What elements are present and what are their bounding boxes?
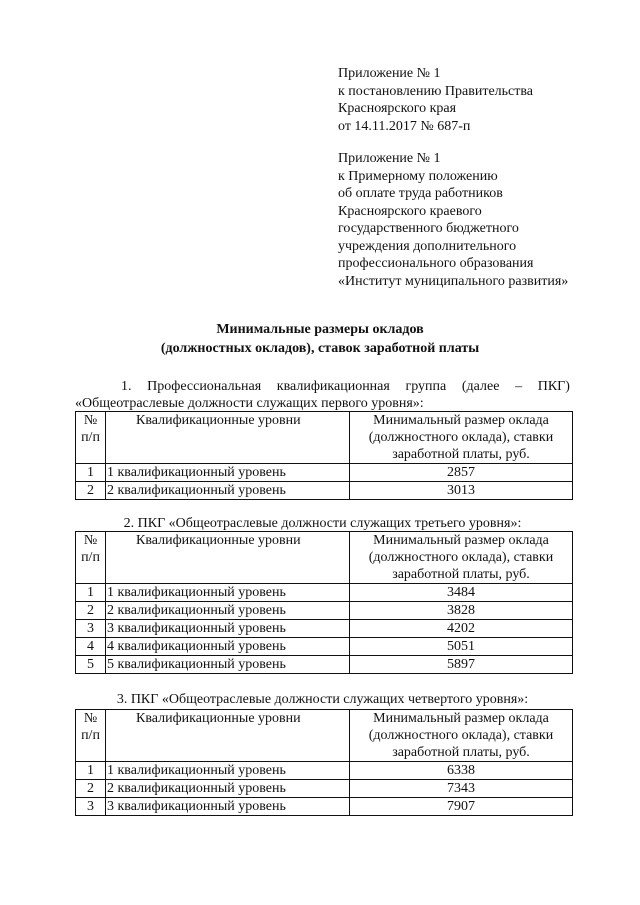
table-row <box>76 656 573 674</box>
row-level: 3 квалификационный уровень <box>106 798 350 816</box>
section-1-heading-line2: «Общеотраслевые должности служащих первого уровня»: <box>75 396 424 411</box>
table-header-row <box>76 412 573 464</box>
appendix-line: «Институт муниципального развития» <box>338 273 569 289</box>
row-salary: 4202 <box>350 620 573 638</box>
row-level: 3 квалификационный уровень <box>106 620 350 638</box>
header-text: п/п <box>81 728 100 743</box>
row-number: 1 <box>76 762 106 780</box>
table-row <box>76 482 573 500</box>
row-salary: 7343 <box>350 780 573 798</box>
header-text: (должностного оклада), ставки <box>368 550 554 565</box>
header-levels: Квалификационные уровни <box>106 412 350 464</box>
header-text: № <box>83 711 98 726</box>
table-row <box>76 780 573 798</box>
appendix-line: к Примерному положению <box>338 168 498 184</box>
section-2-heading-text: 2. ПКГ «Общеотраслевые должности служащих третьего уровня»: <box>123 516 522 531</box>
salary-table-3 <box>75 709 573 816</box>
row-level: 2 квалификационный уровень <box>106 482 350 500</box>
heading-word: ПКГ) <box>537 379 570 394</box>
table-row <box>76 762 573 780</box>
heading-word: квалификационная <box>276 379 390 394</box>
row-number: 3 <box>76 798 106 816</box>
row-number: 2 <box>76 482 106 500</box>
salary-table-1 <box>75 411 573 500</box>
section-1-heading-line1 <box>75 378 570 395</box>
heading-word: – <box>515 379 523 394</box>
row-number: 5 <box>76 656 106 674</box>
header-text: заработной платы, руб. <box>392 447 530 462</box>
row-level: 1 квалификационный уровень <box>106 584 350 602</box>
header-text: заработной платы, руб. <box>392 745 530 760</box>
header-levels: Квалификационные уровни <box>106 532 350 584</box>
heading-word: 1. <box>121 379 132 394</box>
row-number: 1 <box>76 584 106 602</box>
document-title <box>0 320 640 358</box>
row-salary: 7907 <box>350 798 573 816</box>
section-3-heading <box>75 691 570 708</box>
header-number <box>76 532 106 584</box>
row-number: 2 <box>76 780 106 798</box>
table-header-row <box>76 710 573 762</box>
header-text: заработной платы, руб. <box>392 567 530 582</box>
header-text: п/п <box>81 550 100 565</box>
table-row <box>76 602 573 620</box>
section-3-heading-text: 3. ПКГ «Общеотраслевые должности служащих четвертого уровня»: <box>116 692 529 707</box>
appendix-line: к постановлению Правительства <box>338 83 534 99</box>
row-level: 5 квалификационный уровень <box>106 656 350 674</box>
row-level: 2 квалификационный уровень <box>106 602 350 620</box>
row-number: 4 <box>76 638 106 656</box>
section-1-heading <box>75 378 570 412</box>
heading-word: группа <box>405 379 447 394</box>
salary-table-2 <box>75 531 573 674</box>
header-text: Минимальный размер оклада <box>373 533 549 548</box>
header-levels: Квалификационные уровни <box>106 710 350 762</box>
appendix-line: об оплате труда работников <box>338 186 503 201</box>
header-number <box>76 710 106 762</box>
row-salary: 5897 <box>350 656 573 674</box>
table-row <box>76 584 573 602</box>
section-2-heading <box>75 515 570 532</box>
row-level: 2 квалификационный уровень <box>106 780 350 798</box>
appendix-line: профессионального образования <box>338 256 534 271</box>
header-number <box>76 412 106 464</box>
table-row <box>76 638 573 656</box>
title-line: Минимальные размеры окладов <box>216 322 424 337</box>
appendix-line: Приложение № 1 <box>338 151 441 166</box>
appendix-line: Приложение № 1 <box>338 66 441 81</box>
header-text: № <box>83 413 98 428</box>
appendix-to-regulation <box>338 150 628 290</box>
row-salary: 5051 <box>350 638 573 656</box>
table-row <box>76 464 573 482</box>
heading-word: (далее <box>461 379 500 394</box>
row-salary: 3828 <box>350 602 573 620</box>
row-salary: 3484 <box>350 584 573 602</box>
header-text: Минимальный размер оклада <box>373 711 549 726</box>
header-text: (должностного оклада), ставки <box>368 728 554 743</box>
heading-word: Профессиональная <box>147 379 262 394</box>
table-row <box>76 798 573 816</box>
appendix-line: Красноярского краевого <box>338 203 482 219</box>
row-level: 1 квалификационный уровень <box>106 762 350 780</box>
appendix-line: учреждения дополнительного <box>338 238 517 254</box>
header-salary <box>350 412 573 464</box>
row-number: 2 <box>76 602 106 620</box>
row-level: 4 квалификационный уровень <box>106 638 350 656</box>
appendix-line: государственного бюджетного <box>338 221 519 236</box>
header-text: № <box>83 533 98 548</box>
row-number: 1 <box>76 464 106 482</box>
header-text: (должностного оклада), ставки <box>368 430 554 445</box>
appendix-to-resolution <box>338 65 628 135</box>
row-salary: 2857 <box>350 464 573 482</box>
header-text: Минимальный размер оклада <box>373 413 549 428</box>
table-row <box>76 620 573 638</box>
table-header-row <box>76 532 573 584</box>
appendix-line: Красноярского края <box>338 101 457 116</box>
header-salary <box>350 710 573 762</box>
header-salary <box>350 532 573 584</box>
row-number: 3 <box>76 620 106 638</box>
appendix-line: от 14.11.2017 № 687-п <box>338 118 471 134</box>
row-level: 1 квалификационный уровень <box>106 464 350 482</box>
title-line: (должностных окладов), ставок заработной платы <box>160 341 480 356</box>
header-text: п/п <box>81 430 100 445</box>
row-salary: 6338 <box>350 762 573 780</box>
row-salary: 3013 <box>350 482 573 500</box>
